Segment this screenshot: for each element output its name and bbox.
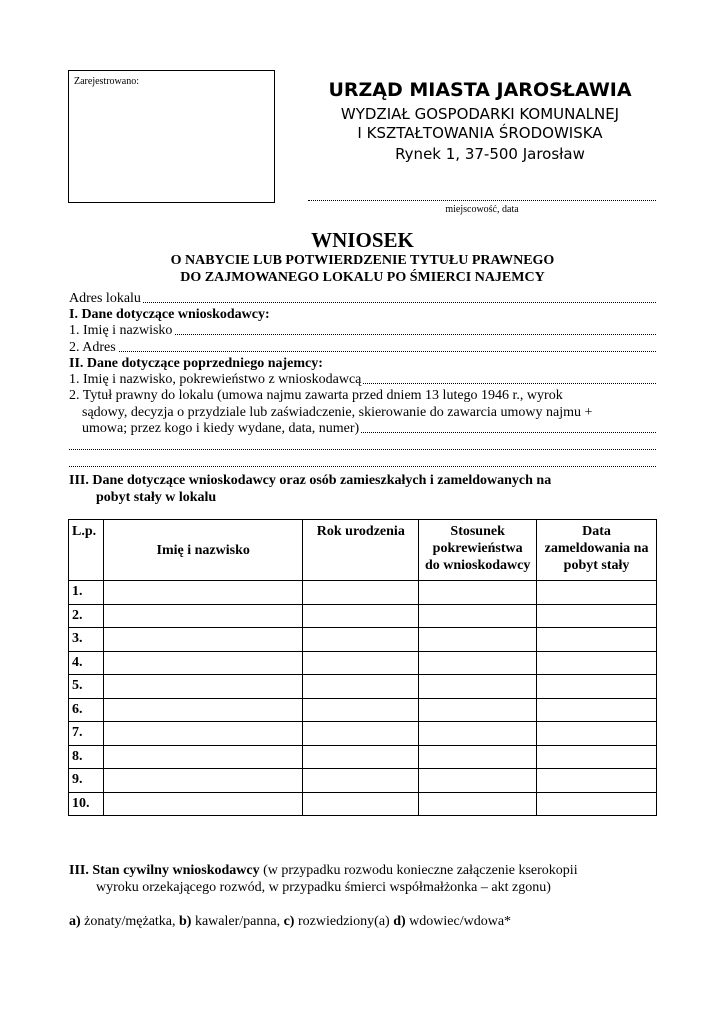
name-cell[interactable] <box>103 792 302 816</box>
office-name: URZĄD MIASTA JAROSŁAWIA <box>328 79 632 101</box>
name-cell[interactable] <box>103 604 302 628</box>
marital-options <box>69 913 511 930</box>
col-header-date-l3: pobyt stały <box>563 558 630 573</box>
row-number: 3. <box>69 628 104 652</box>
relation-cell[interactable] <box>419 604 537 628</box>
registration-date-cell[interactable] <box>537 651 657 675</box>
previous-tenant-name-label: 1. Imię i nazwisko, pokrewieństwo z wnioskodawcą <box>69 372 362 387</box>
applicant-address-label: 2. Adres <box>69 340 116 355</box>
col-header-date-l2: zameldowania na <box>544 541 649 556</box>
col-header-registration-date <box>537 520 657 581</box>
name-cell[interactable] <box>103 769 302 793</box>
birth-year-cell[interactable] <box>303 628 419 652</box>
relation-cell[interactable] <box>419 581 537 605</box>
office-address: Rynek 1, 37-500 Jarosław <box>395 145 585 163</box>
registration-date-cell[interactable] <box>537 792 657 816</box>
registration-date-cell[interactable] <box>537 675 657 699</box>
birth-year-cell[interactable] <box>303 769 419 793</box>
col-header-relation-l1: Stosunek <box>450 524 505 539</box>
table-row <box>69 722 657 746</box>
table-row <box>69 675 657 699</box>
table-row <box>69 581 657 605</box>
col-header-relation-l3: do wnioskodawcy <box>424 558 531 573</box>
row-number: 7. <box>69 722 104 746</box>
address-field[interactable] <box>69 290 656 307</box>
option-d-text[interactable]: wdowiec/wdowa* <box>405 914 512 929</box>
relation-cell[interactable] <box>419 628 537 652</box>
birth-year-cell[interactable] <box>303 675 419 699</box>
option-a-text[interactable]: żonaty/mężatka, <box>80 914 180 929</box>
table-row <box>69 604 657 628</box>
document-subtitle-line-2: DO ZAJMOWANEGO LOKALU PO ŚMIERCI NAJEMCY <box>180 270 545 285</box>
residents-table <box>68 519 657 816</box>
option-a-key: a) <box>69 914 81 929</box>
birth-year-cell[interactable] <box>303 722 419 746</box>
birth-year-cell[interactable] <box>303 651 419 675</box>
address-label: Adres lokalu <box>69 291 141 306</box>
table-row <box>69 745 657 769</box>
marital-heading-bold: III. Stan cywilny wnioskodawcy <box>69 863 260 878</box>
col-header-lp: L.p. <box>69 520 104 581</box>
section-2-heading: II. Dane dotyczące poprzedniego najemcy: <box>69 356 323 371</box>
document-title: WNIOSEK <box>311 228 414 252</box>
col-header-name: Imię i nazwisko <box>103 520 302 581</box>
option-c-text[interactable]: rozwiedziony(a) <box>294 914 394 929</box>
col-header-date-l1: Data <box>582 524 611 539</box>
applicant-name-field[interactable] <box>69 322 656 339</box>
row-number: 5. <box>69 675 104 699</box>
section-3-heading-line-2: pobyt stały w lokalu <box>96 490 217 505</box>
registration-date-cell[interactable] <box>537 628 657 652</box>
name-cell[interactable] <box>103 722 302 746</box>
name-cell[interactable] <box>103 651 302 675</box>
birth-year-cell[interactable] <box>303 745 419 769</box>
option-b-text[interactable]: kawaler/panna, <box>191 914 284 929</box>
marital-heading-line-2: wyroku orzekającego rozwód, w przypadku śmierci współmałżonka – akt zgonu) <box>96 880 551 895</box>
legal-title-label-line-2: sądowy, decyzja o przydziale lub zaświadczenie, skierowanie do zawarcia umowy najmu + <box>82 405 593 420</box>
legal-title-label-line-1: 2. Tytuł prawny do lokalu (umowa najmu zawarta przed dniem 13 lutego 1946 r., wyrok <box>69 388 563 403</box>
section-3-heading-line-1: III. Dane dotyczące wnioskodawcy oraz osób zamieszkałych i zameldowanych na <box>69 473 552 488</box>
relation-cell[interactable] <box>419 698 537 722</box>
name-cell[interactable] <box>103 745 302 769</box>
col-header-birth-year: Rok urodzenia <box>303 520 419 581</box>
registration-box <box>68 70 275 203</box>
registration-date-cell[interactable] <box>537 698 657 722</box>
row-number: 8. <box>69 745 104 769</box>
birth-year-cell[interactable] <box>303 604 419 628</box>
applicant-address-field[interactable] <box>69 339 656 356</box>
table-row <box>69 628 657 652</box>
relation-cell[interactable] <box>419 792 537 816</box>
name-cell[interactable] <box>103 698 302 722</box>
place-date-field[interactable] <box>308 190 656 201</box>
registration-date-cell[interactable] <box>537 769 657 793</box>
place-date-caption: miejscowość, data <box>445 204 519 215</box>
registration-date-cell[interactable] <box>537 604 657 628</box>
name-cell[interactable] <box>103 628 302 652</box>
registration-date-cell[interactable] <box>537 722 657 746</box>
department-line-1: WYDZIAŁ GOSPODARKI KOMUNALNEJ <box>340 105 620 123</box>
option-b-key: b) <box>179 914 192 929</box>
col-header-relation <box>419 520 537 581</box>
table-header-row <box>69 520 657 581</box>
legal-title-continuation-2[interactable] <box>69 454 656 471</box>
relation-cell[interactable] <box>419 675 537 699</box>
marital-heading-rest: (w przypadku rozwodu konieczne załączenie kserokopii <box>259 863 578 878</box>
section-1-heading: I. Dane dotyczące wnioskodawcy: <box>69 307 270 322</box>
row-number: 1. <box>69 581 104 605</box>
registration-date-cell[interactable] <box>537 581 657 605</box>
relation-cell[interactable] <box>419 651 537 675</box>
previous-tenant-name-field[interactable] <box>69 371 656 388</box>
row-number: 6. <box>69 698 104 722</box>
name-cell[interactable] <box>103 581 302 605</box>
row-number: 9. <box>69 769 104 793</box>
legal-title-label-line-3: umowa; przez kogo i kiedy wydane, data, numer) <box>82 421 360 436</box>
department-line-2: I KSZTAŁTOWANIA ŚRODOWISKA <box>357 124 603 142</box>
birth-year-cell[interactable] <box>303 581 419 605</box>
marital-heading-line-1 <box>69 862 578 879</box>
applicant-name-label: 1. Imię i nazwisko <box>69 323 173 338</box>
legal-title-field[interactable] <box>82 420 656 437</box>
row-number: 4. <box>69 651 104 675</box>
option-c-key: c) <box>283 914 295 929</box>
table-row <box>69 792 657 816</box>
col-header-relation-l2: pokrewieństwa <box>432 541 523 556</box>
option-d-key: d) <box>393 914 406 929</box>
name-cell[interactable] <box>103 675 302 699</box>
table-row <box>69 769 657 793</box>
legal-title-continuation-1[interactable] <box>69 437 656 454</box>
table-row <box>69 698 657 722</box>
birth-year-cell[interactable] <box>303 792 419 816</box>
table-row <box>69 651 657 675</box>
registration-label: Zarejestrowano: <box>74 76 139 87</box>
row-number: 2. <box>69 604 104 628</box>
relation-cell[interactable] <box>419 722 537 746</box>
row-number: 10. <box>69 792 104 816</box>
relation-cell[interactable] <box>419 769 537 793</box>
relation-cell[interactable] <box>419 745 537 769</box>
registration-date-cell[interactable] <box>537 745 657 769</box>
birth-year-cell[interactable] <box>303 698 419 722</box>
document-subtitle-line-1: O NABYCIE LUB POTWIERDZENIE TYTUŁU PRAWNEGO <box>170 253 555 268</box>
